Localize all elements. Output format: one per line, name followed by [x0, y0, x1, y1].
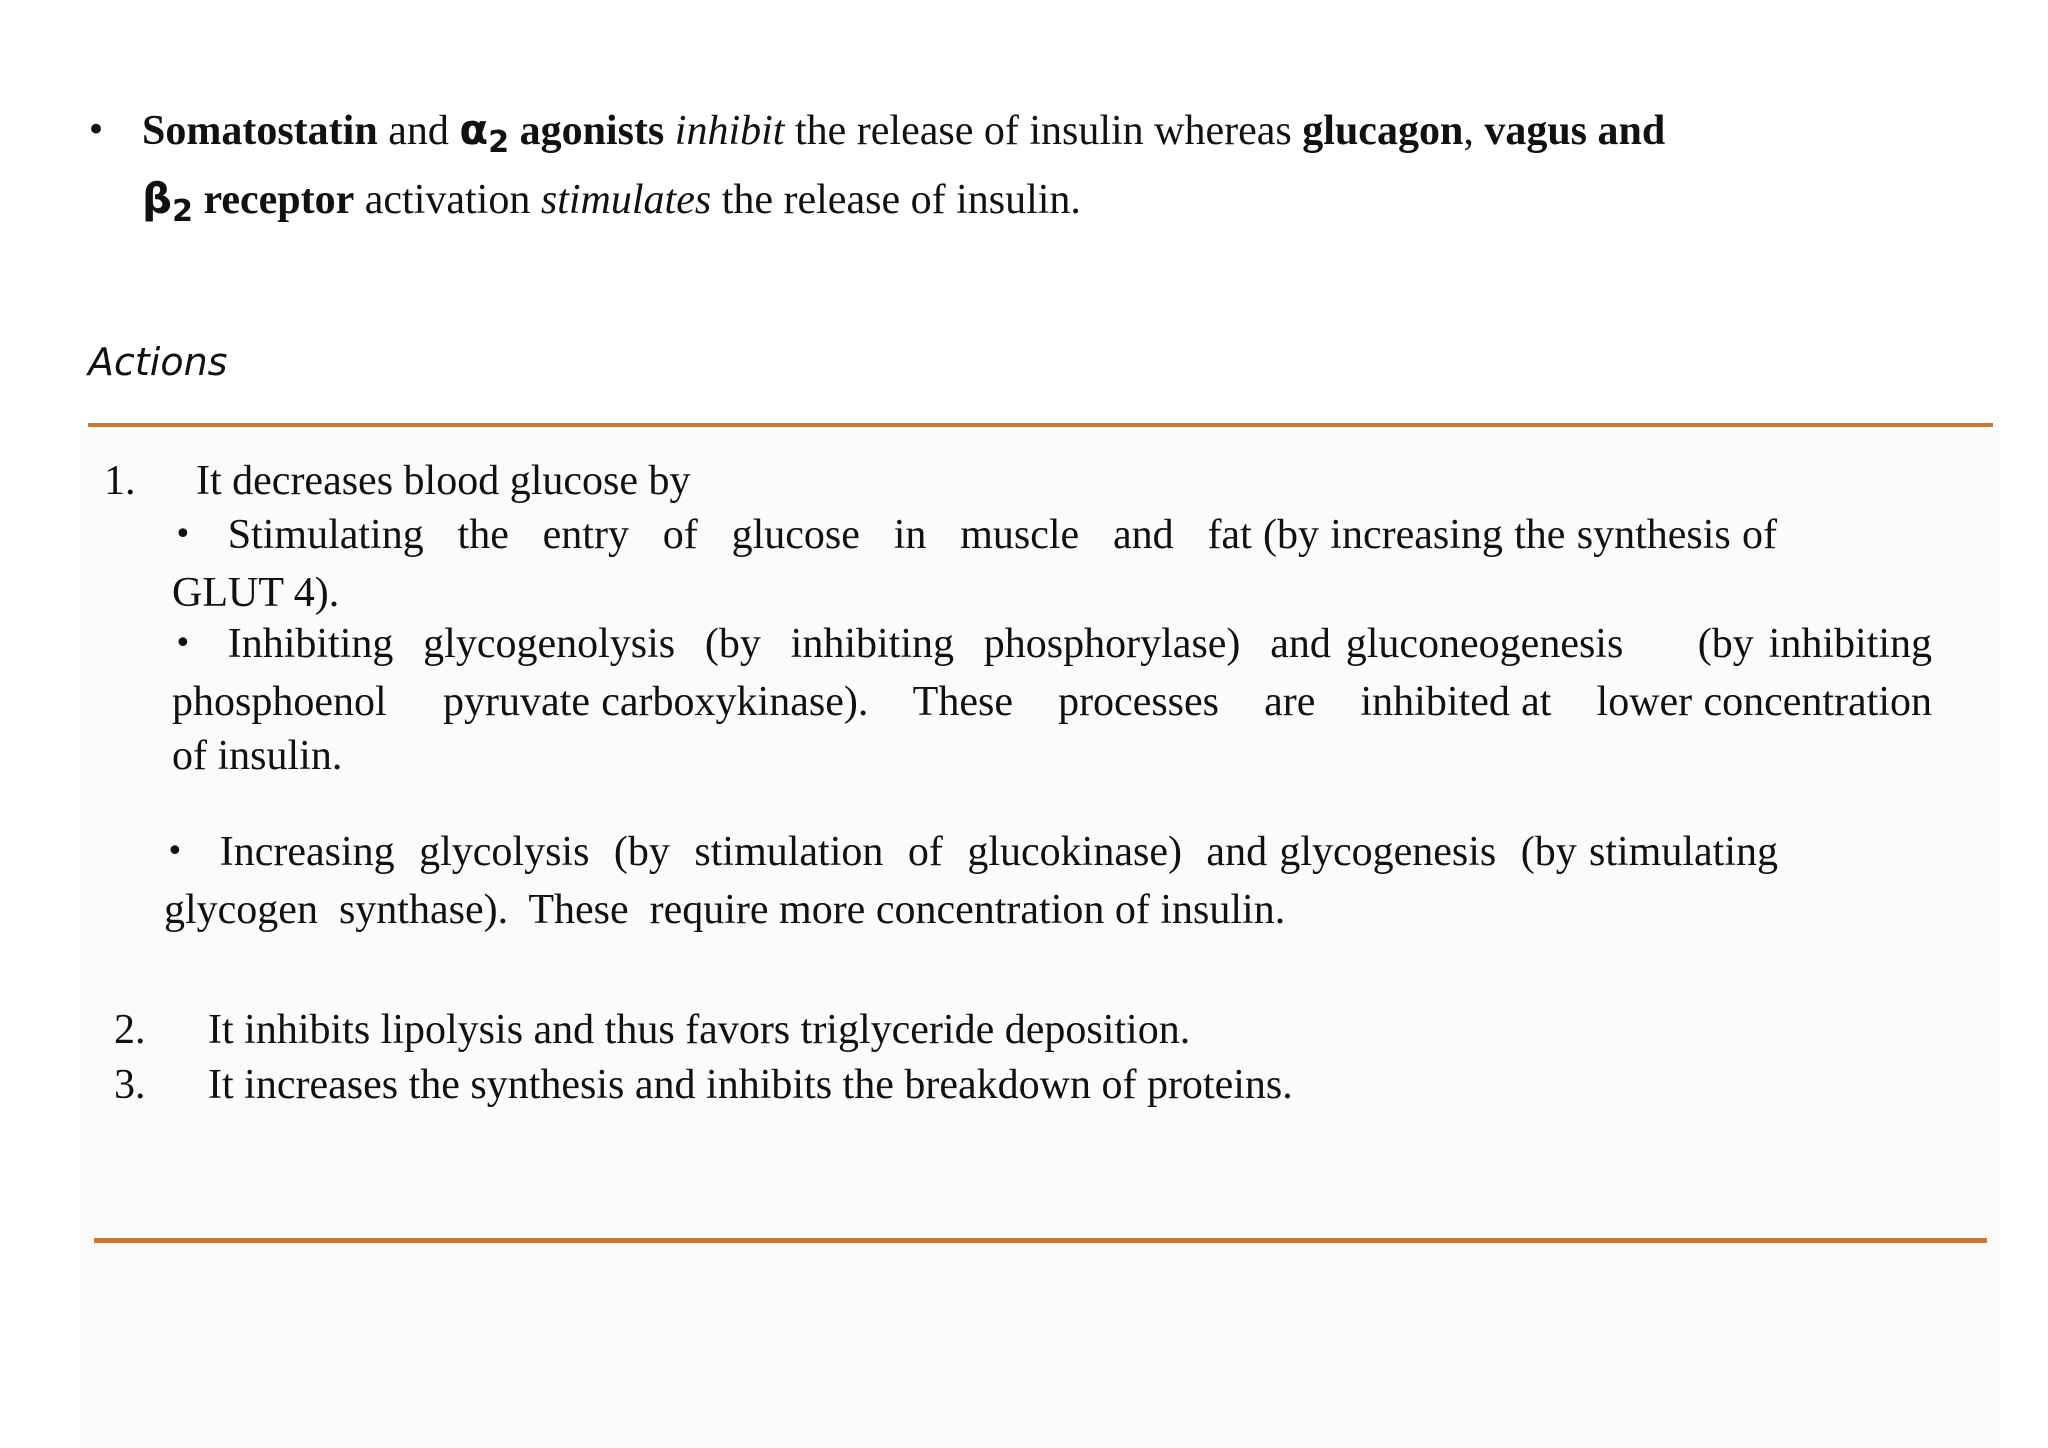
beta-symbol: β [142, 174, 173, 223]
term-glucagon: glucagon [1302, 108, 1464, 154]
subpoint-inhibiting [172, 617, 1985, 783]
list-number: 2. [114, 1007, 146, 1053]
alpha-symbol: α [459, 105, 489, 154]
list-item-text: It inhibits lipolysis and thus favors triglyceride deposition. [208, 1007, 1191, 1053]
subpoint-stimulating [172, 508, 1788, 620]
subpoint-increasing [164, 825, 1799, 937]
section-heading-actions: Actions [88, 340, 228, 384]
term-receptor: receptor [192, 177, 355, 223]
intro-text [142, 96, 1966, 234]
list-item-3 [114, 1058, 1914, 1112]
subpoint-bullet: • [174, 626, 192, 661]
subpoint-bullet: • [174, 517, 192, 552]
list-item-1 [104, 454, 1904, 508]
term-inhibit: inhibit [674, 108, 785, 154]
intro-text-segment: , [1463, 108, 1485, 154]
intro-bullet: • [86, 110, 107, 150]
term-stimulates: stimulates [540, 177, 712, 223]
intro-text-segment [664, 108, 675, 154]
term-vagus: vagus and [1484, 108, 1666, 154]
beta-subscript: 2 [172, 194, 193, 229]
top-divider [88, 423, 1993, 427]
list-number: 3. [114, 1062, 146, 1108]
intro-text-segment: the release of insulin whereas [784, 108, 1303, 154]
list-number: 1. [104, 458, 136, 504]
list-item-text: It increases the synthesis and inhibits the breakdown of proteins. [208, 1062, 1293, 1108]
term-agonists: agonists [509, 108, 665, 154]
intro-paragraph [86, 96, 1966, 234]
subpoint-text: Stimulating the entry of glucose in muscle and fat (by increasing the synthesis of GLUT 4). [172, 512, 1788, 616]
subpoint-bullet: • [166, 834, 184, 869]
intro-text-segment: the release of insulin. [711, 177, 1081, 223]
intro-text-segment: and [377, 108, 460, 154]
bottom-divider [94, 1238, 1987, 1243]
subpoint-text: Increasing glycolysis (by stimulation of glucokinase) and glycogenesis (by stimulating glycogen synthase). These require more concentration of insulin. [164, 829, 1799, 933]
subpoint-text: Inhibiting glycogenolysis (by inhibiting phosphorylase) and gluconeogenesis (by inhibiting phosphoenol pyruvate carboxykinase). These processes are inhibited at lower concentration of insulin. [172, 621, 1985, 779]
alpha-subscript: 2 [488, 125, 510, 160]
list-item-2 [114, 1003, 1914, 1057]
list-item-text: It decreases blood glucose by [196, 458, 691, 504]
term-somatostatin: Somatostatin [142, 108, 378, 154]
intro-text-segment: activation [354, 177, 541, 223]
